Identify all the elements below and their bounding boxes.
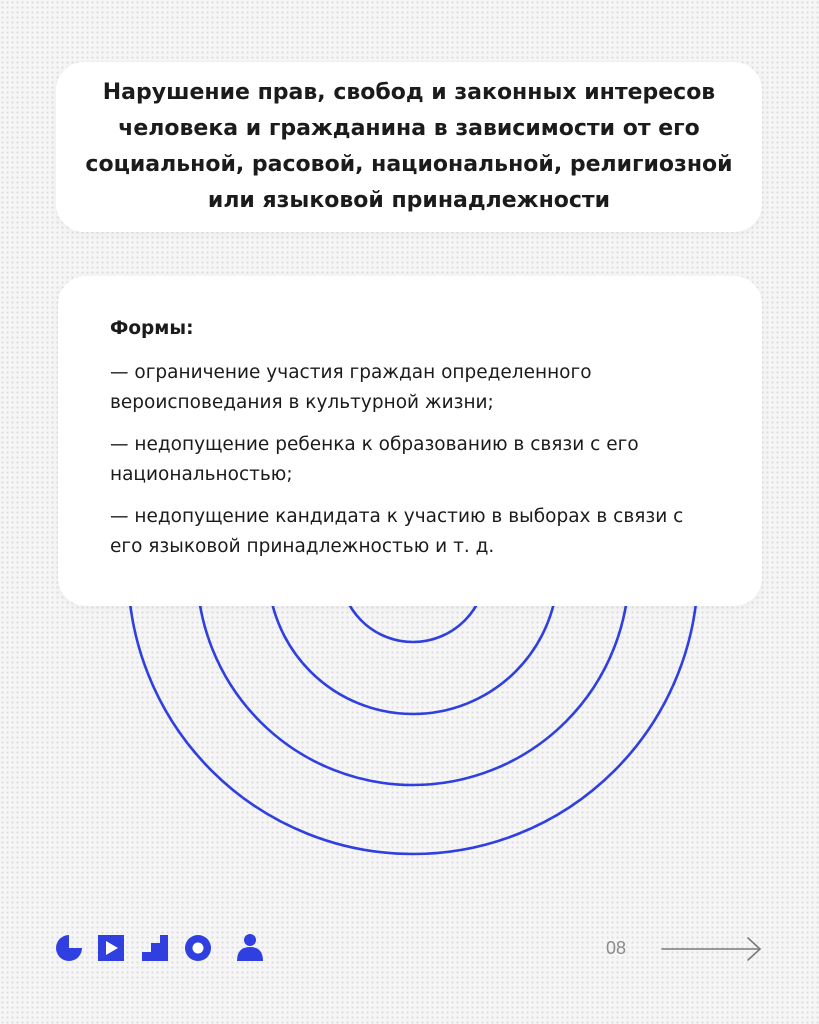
brand-logo [54,933,274,963]
page-title: Нарушение прав, свобод и законных интересов человека и гражданина в зависимости от его социальной, расовой, национальной, религиозной или языковой принадлежности [85,80,733,213]
title-card [56,62,762,232]
forms-heading: Формы: [110,318,194,339]
list-item: — недопущение кандидата к участию в выборах в связи с его языковой принадлежностью и т. д. [110,506,684,557]
person-icon [237,934,263,961]
page-number: 08 [606,938,627,958]
list-item: — недопущение ребенка к образованию в связи с его национальностью; [110,434,639,485]
ring-icon [185,935,211,961]
forms-list [110,358,710,562]
pie-icon [56,935,82,961]
play-square-icon [98,935,124,961]
forms-card [58,276,762,606]
stairs-icon [142,935,168,961]
arrow-right-icon[interactable] [660,934,764,964]
list-item: — ограничение участия граждан определенного вероисповедания в культурной жизни; [110,362,592,413]
